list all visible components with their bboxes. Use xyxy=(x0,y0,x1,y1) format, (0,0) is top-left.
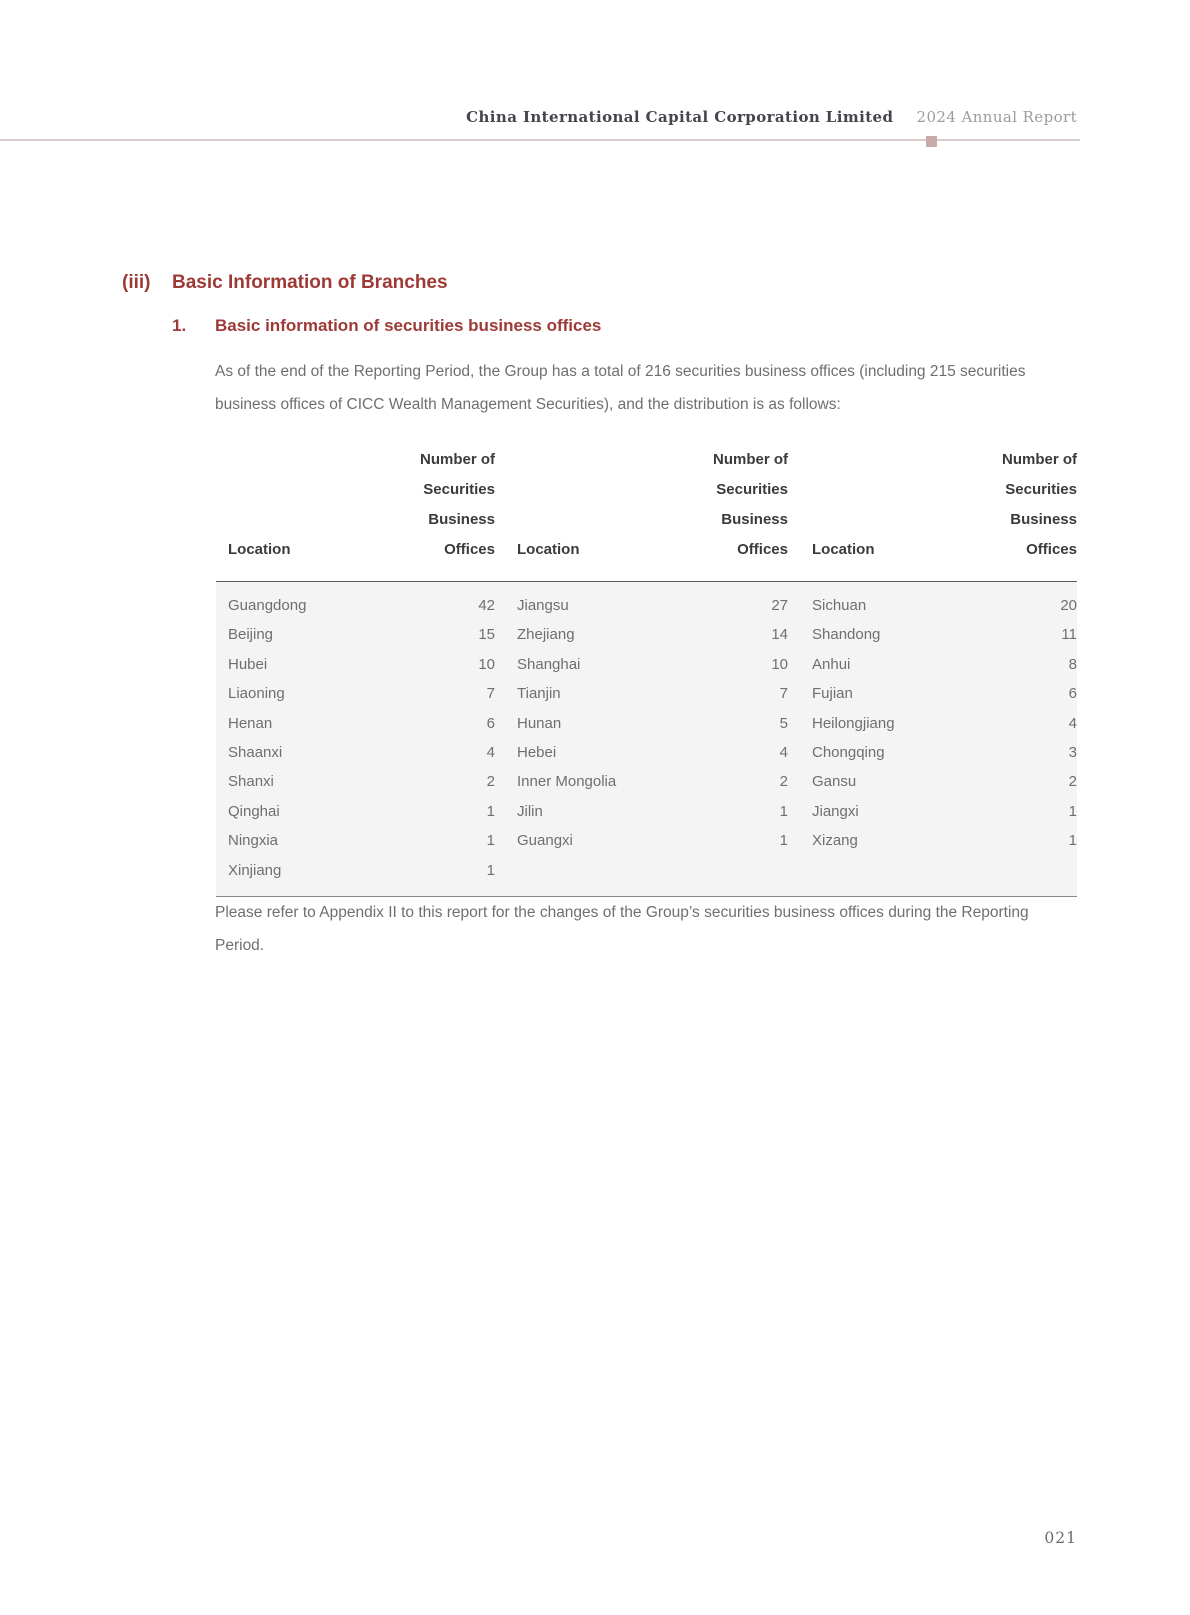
table-row xyxy=(216,650,1077,679)
count-cell: 6 xyxy=(486,714,495,732)
location-cell: Shanghai xyxy=(517,655,581,673)
count-cell: 1 xyxy=(779,832,788,850)
count-cell: 1 xyxy=(486,802,495,820)
table-body xyxy=(216,582,1077,897)
location-cell: Shanxi xyxy=(228,773,274,791)
offices-header-line: Securities xyxy=(423,481,495,498)
header-divider xyxy=(0,139,1080,141)
location-cell: Gansu xyxy=(812,773,857,791)
count-cell: 1 xyxy=(486,832,495,850)
subsection-title: Basic information of securities business offices xyxy=(215,316,602,335)
subsection-heading xyxy=(172,316,601,336)
column-header-location-2: Location xyxy=(495,445,687,582)
location-cell: Qinghai xyxy=(228,802,280,820)
location-cell: Guangdong xyxy=(228,597,307,614)
table-header xyxy=(216,445,1077,582)
column-header-offices-3 xyxy=(982,445,1077,582)
location-cell: Hebei xyxy=(517,744,557,762)
location-cell: Fujian xyxy=(812,685,853,703)
count-cell: 1 xyxy=(398,856,495,897)
count-cell: 10 xyxy=(478,655,495,673)
count-cell: 27 xyxy=(771,597,788,614)
header-company-name: China International Capital Corporation Limited xyxy=(466,108,894,126)
offices-header-line: Number of xyxy=(420,451,495,468)
location-cell xyxy=(495,856,687,897)
table-row xyxy=(216,767,1077,796)
location-cell: Tianjin xyxy=(517,685,561,703)
location-cell: Xinjiang xyxy=(216,856,398,897)
count-cell: 4 xyxy=(779,744,788,762)
count-cell: 15 xyxy=(478,626,495,644)
offices-header-line: Number of xyxy=(713,451,788,468)
location-cell: Hubei xyxy=(228,655,268,673)
location-cell: Chongqing xyxy=(812,744,885,762)
table-row xyxy=(216,738,1077,767)
column-header-location-1: Location xyxy=(216,445,398,582)
table-row xyxy=(216,620,1077,649)
count-cell xyxy=(982,856,1077,897)
count-cell: 1 xyxy=(779,802,788,820)
count-cell: 7 xyxy=(486,685,495,703)
location-cell xyxy=(788,856,982,897)
note-paragraph: Please refer to Appendix II to this report for the changes of the Group’s securities business offices during the Reporting Period. xyxy=(215,904,1029,954)
offices-header-line: Number of xyxy=(1002,451,1077,468)
subsection-index: 1. xyxy=(172,316,187,335)
count-cell: 6 xyxy=(1068,685,1077,703)
location-cell: Guangxi xyxy=(517,832,573,850)
section-title: Basic Information of Branches xyxy=(172,272,448,293)
table-row xyxy=(216,709,1077,738)
location-cell: Henan xyxy=(228,714,273,732)
count-cell: 4 xyxy=(1068,714,1077,732)
location-cell: Jiangsu xyxy=(517,597,569,614)
header-report-title: 2024 Annual Report xyxy=(916,108,1077,126)
count-cell: 10 xyxy=(771,655,788,673)
count-cell: 2 xyxy=(779,773,788,791)
count-cell xyxy=(687,856,788,897)
offices-table xyxy=(216,445,1077,897)
count-cell: 8 xyxy=(1068,655,1077,673)
location-cell: Xizang xyxy=(812,832,858,850)
location-cell: Anhui xyxy=(812,655,851,673)
count-cell: 11 xyxy=(1061,626,1077,644)
table-row xyxy=(216,679,1077,708)
count-cell: 42 xyxy=(478,597,495,614)
location-cell: Jilin xyxy=(517,802,543,820)
location-cell: Ningxia xyxy=(228,832,279,850)
location-cell: Hunan xyxy=(517,714,562,732)
count-cell: 2 xyxy=(486,773,495,791)
section-index: (iii) xyxy=(122,272,151,293)
offices-header-line: Securities xyxy=(716,481,788,498)
count-cell: 7 xyxy=(779,685,788,703)
location-cell: Zhejiang xyxy=(517,626,575,644)
count-cell: 2 xyxy=(1068,773,1077,791)
location-cell: Heilongjiang xyxy=(812,714,895,732)
offices-header-line: Business Offices xyxy=(1010,511,1077,558)
offices-header-line: Business Offices xyxy=(721,511,788,558)
column-header-offices-1 xyxy=(398,445,495,582)
intro-paragraph: As of the end of the Reporting Period, the Group has a total of 216 securities business offices (including 215 securities business offices of CICC Wealth Management Securities), and the distribution is as follows: xyxy=(215,363,1026,413)
count-cell: 4 xyxy=(486,744,495,762)
column-header-location-3: Location xyxy=(788,445,982,582)
section-heading xyxy=(122,272,448,294)
count-cell: 1 xyxy=(1068,802,1077,820)
table-row xyxy=(216,582,1077,621)
count-cell: 3 xyxy=(1068,744,1077,762)
table-row xyxy=(216,856,1077,897)
location-cell: Liaoning xyxy=(228,685,285,703)
location-cell: Jiangxi xyxy=(812,802,859,820)
table-row xyxy=(216,797,1077,826)
location-cell: Shandong xyxy=(812,626,881,644)
location-cell: Inner Mongolia xyxy=(517,773,617,791)
count-cell: 14 xyxy=(771,626,788,644)
offices-header-line: Business Offices xyxy=(428,511,495,558)
page-header xyxy=(0,108,1077,126)
count-cell: 1 xyxy=(1068,832,1077,850)
offices-header-line: Securities xyxy=(1005,481,1077,498)
location-cell: Beijing xyxy=(228,626,274,644)
count-cell: 20 xyxy=(1060,597,1077,614)
page-number: 021 xyxy=(1044,1529,1077,1547)
count-cell: 5 xyxy=(779,714,788,732)
header-accent-square-icon xyxy=(926,136,937,147)
column-header-offices-2 xyxy=(687,445,788,582)
table-row xyxy=(216,826,1077,855)
location-cell: Sichuan xyxy=(812,597,867,614)
location-cell: Shaanxi xyxy=(228,744,283,762)
